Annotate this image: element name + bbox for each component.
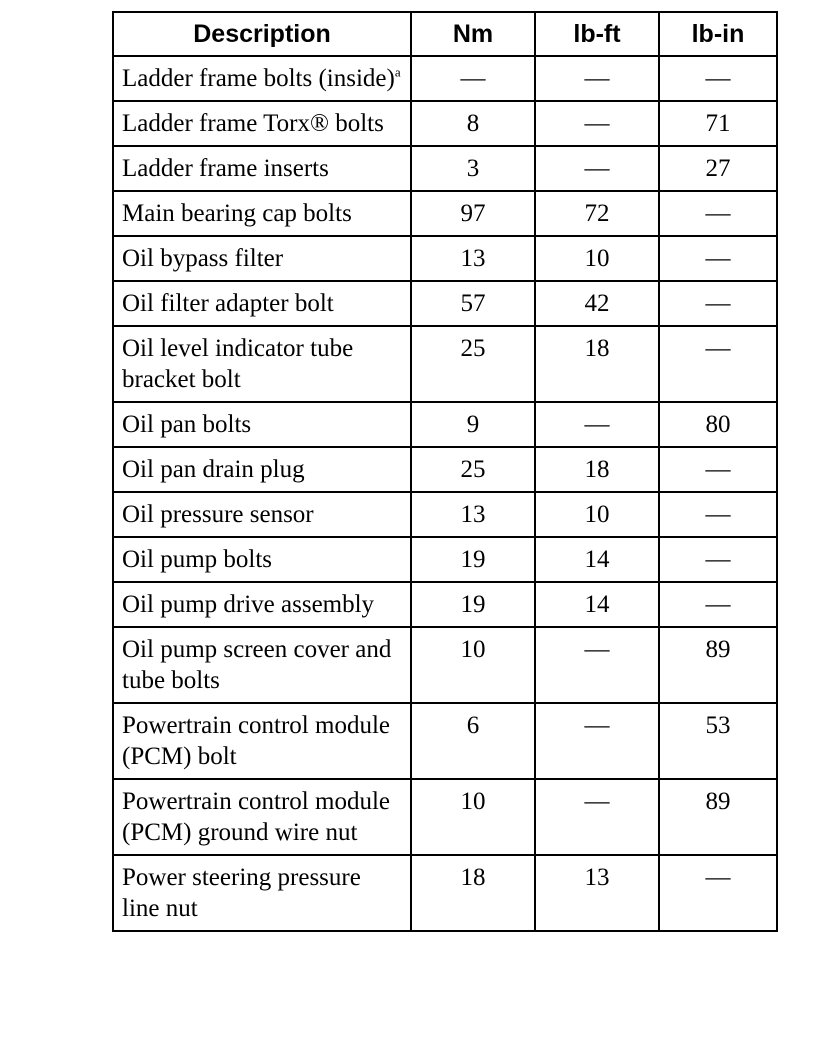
table-body	[113, 56, 777, 931]
nm-cell: 13	[411, 492, 535, 537]
nm-cell: 13	[411, 236, 535, 281]
table-row	[113, 191, 777, 236]
lb-in-cell: —	[659, 56, 777, 101]
lb-in-cell: —	[659, 236, 777, 281]
nm-cell: 19	[411, 582, 535, 627]
header-nm: Nm	[411, 12, 535, 56]
description-cell: Oil filter adapter bolt	[113, 281, 411, 326]
lb-ft-cell: —	[535, 703, 659, 779]
lb-in-cell: 89	[659, 779, 777, 855]
nm-cell: 10	[411, 779, 535, 855]
table-row	[113, 101, 777, 146]
nm-cell: 9	[411, 402, 535, 447]
description-cell: Ladder frame inserts	[113, 146, 411, 191]
description-cell: Oil pan drain plug	[113, 447, 411, 492]
lb-ft-cell: 18	[535, 326, 659, 402]
lb-in-cell: —	[659, 191, 777, 236]
description-text: Ladder frame bolts (inside)	[122, 65, 395, 92]
lb-ft-cell: —	[535, 627, 659, 703]
lb-ft-cell: —	[535, 779, 659, 855]
table-row	[113, 703, 777, 779]
nm-cell: 8	[411, 101, 535, 146]
lb-ft-cell: 10	[535, 492, 659, 537]
table-row	[113, 627, 777, 703]
nm-cell: 57	[411, 281, 535, 326]
lb-ft-cell: 72	[535, 191, 659, 236]
description-cell: Ladder frame Torx® bolts	[113, 101, 411, 146]
lb-ft-cell: 14	[535, 537, 659, 582]
header-row	[113, 12, 777, 56]
description-cell: Powertrain control module (PCM) bolt	[113, 703, 411, 779]
table-row	[113, 582, 777, 627]
lb-ft-cell: —	[535, 101, 659, 146]
lb-ft-cell: —	[535, 146, 659, 191]
nm-cell: —	[411, 56, 535, 101]
nm-cell: 3	[411, 146, 535, 191]
description-cell: Powertrain control module (PCM) ground wire nut	[113, 779, 411, 855]
header-description: Description	[113, 12, 411, 56]
nm-cell: 25	[411, 326, 535, 402]
table-row	[113, 56, 777, 101]
table-row	[113, 537, 777, 582]
lb-ft-cell: 14	[535, 582, 659, 627]
table-row	[113, 779, 777, 855]
lb-in-cell: —	[659, 855, 777, 931]
description-cell: Oil level indicator tube bracket bolt	[113, 326, 411, 402]
description-cell: Oil pump bolts	[113, 537, 411, 582]
lb-ft-cell: 42	[535, 281, 659, 326]
table-row	[113, 326, 777, 402]
lb-ft-cell: —	[535, 402, 659, 447]
torque-spec-table	[112, 11, 778, 932]
nm-cell: 18	[411, 855, 535, 931]
description-cell: Oil pressure sensor	[113, 492, 411, 537]
description-cell: Oil pump drive assembly	[113, 582, 411, 627]
lb-in-cell: —	[659, 582, 777, 627]
lb-in-cell: 53	[659, 703, 777, 779]
header-lb-in: lb-in	[659, 12, 777, 56]
nm-cell: 19	[411, 537, 535, 582]
lb-in-cell: —	[659, 447, 777, 492]
lb-ft-cell: 18	[535, 447, 659, 492]
table-row	[113, 492, 777, 537]
table-header	[113, 12, 777, 56]
lb-ft-cell: —	[535, 56, 659, 101]
lb-in-cell: 27	[659, 146, 777, 191]
description-cell: Oil pan bolts	[113, 402, 411, 447]
table-row	[113, 146, 777, 191]
description-cell: Oil pump screen cover and tube bolts	[113, 627, 411, 703]
table-row	[113, 855, 777, 931]
description-cell: Oil bypass filter	[113, 236, 411, 281]
lb-in-cell: —	[659, 326, 777, 402]
footnote-marker: a	[394, 64, 401, 80]
lb-ft-cell: 13	[535, 855, 659, 931]
nm-cell: 25	[411, 447, 535, 492]
nm-cell: 97	[411, 191, 535, 236]
header-lb-ft: lb-ft	[535, 12, 659, 56]
lb-in-cell: —	[659, 281, 777, 326]
description-cell	[113, 56, 411, 101]
lb-in-cell: —	[659, 537, 777, 582]
nm-cell: 10	[411, 627, 535, 703]
table-row	[113, 236, 777, 281]
lb-ft-cell: 10	[535, 236, 659, 281]
lb-in-cell: 80	[659, 402, 777, 447]
lb-in-cell: —	[659, 492, 777, 537]
table-row	[113, 447, 777, 492]
lb-in-cell: 89	[659, 627, 777, 703]
description-cell: Main bearing cap bolts	[113, 191, 411, 236]
description-cell: Power steering pressure line nut	[113, 855, 411, 931]
table-row	[113, 281, 777, 326]
table-row	[113, 402, 777, 447]
nm-cell: 6	[411, 703, 535, 779]
lb-in-cell: 71	[659, 101, 777, 146]
